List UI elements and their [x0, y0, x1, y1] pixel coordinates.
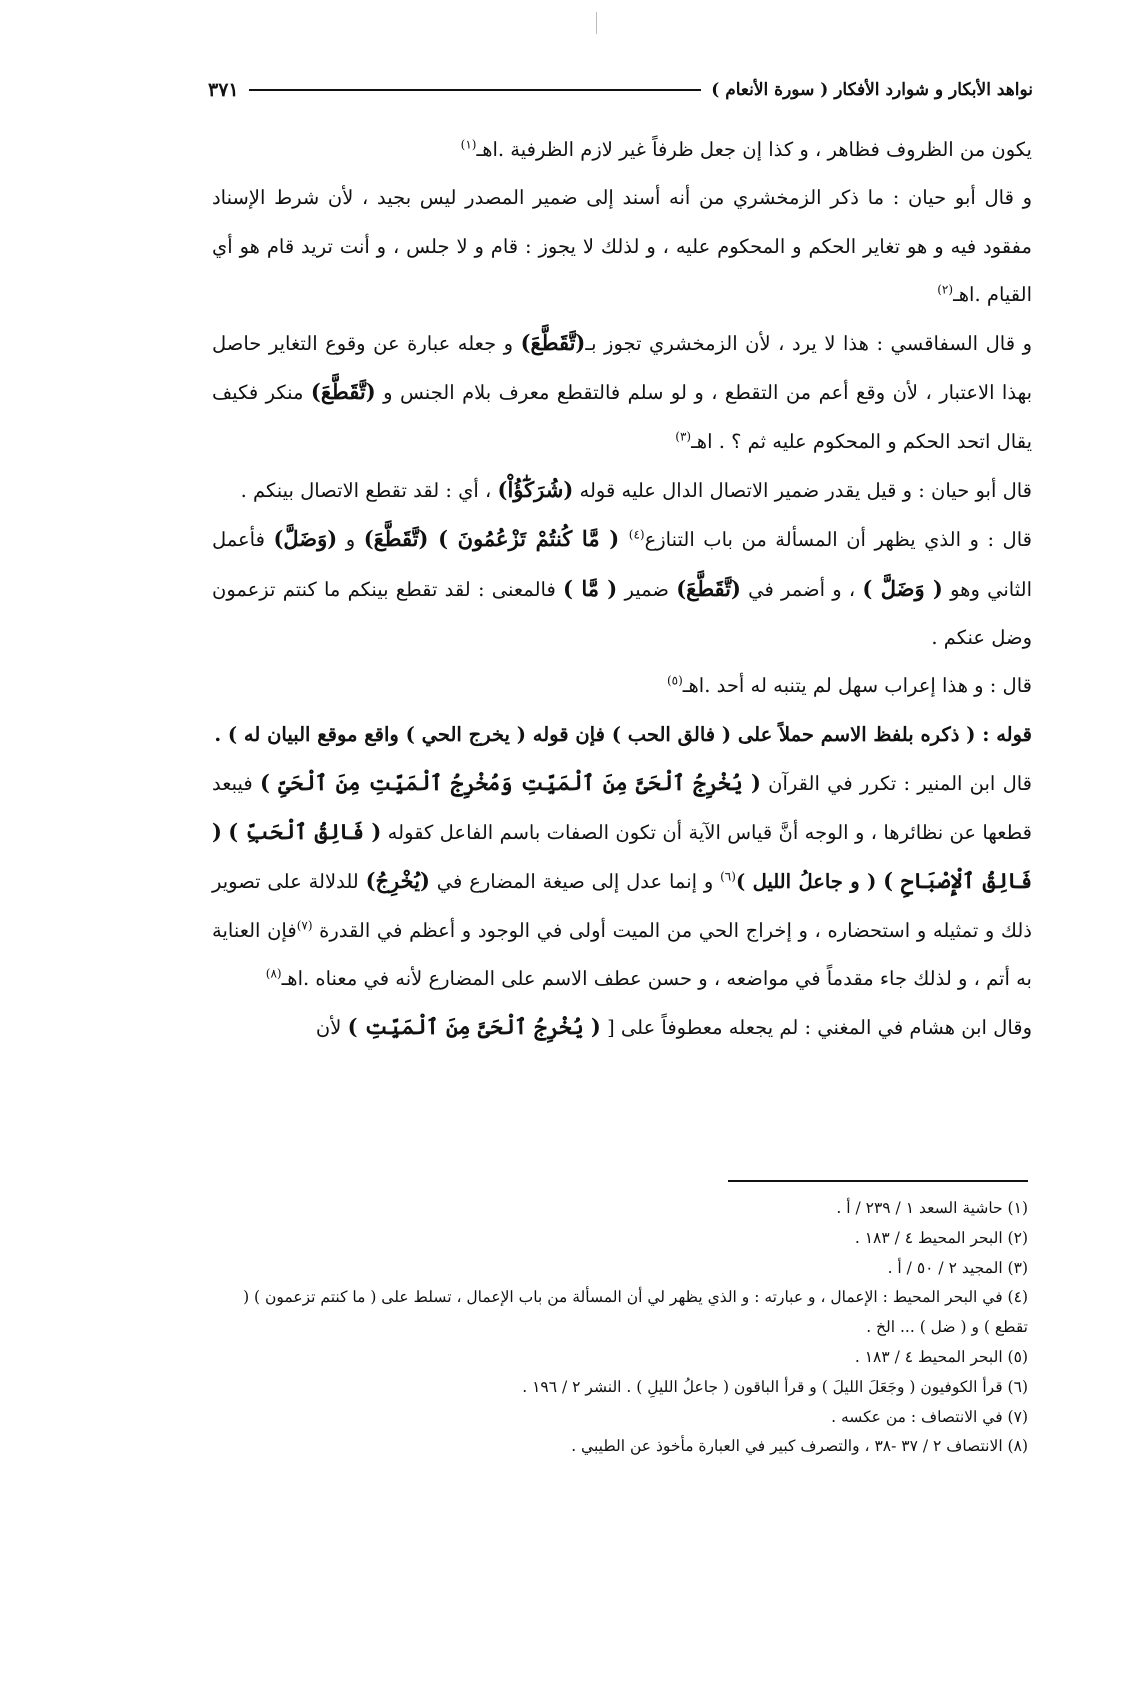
footnote: (٨) الانتصاف ٢ / ٣٧ -٣٨ ، والتصرف كبير في العبارة مأخوذ عن الطيبي . — [571, 1437, 1028, 1456]
paragraph-3: و قال السفاقسي : هذا لا يرد ، لأن الزمخشري تجوز بـ(تَّقَطَّعَ) و جعله عبارة عن وقوع التغاير حاصل بهذا الاعتبار ، لأن وقع أعم من التقطع ، و لو سلم فالتقطع معرف بلام الجنس و (تَّقَطَّعَ) منكر فكيف يقال اتحد الحكم و المحكوم عليه ثم ؟ . اهـ$^{(٣)}$ — [212, 330, 1033, 453]
paragraph-1: يكون من الظروف فظاهر ، و كذا إن جعل ظرفاً غير لازم الظرفية .اهـ$^{(١)}$ — [460, 137, 1032, 161]
quran-quote: ( يُخْرِجُ ٱلْحَىَّ مِنَ ٱلْمَيِّتِ ) — [347, 1014, 601, 1040]
body-text — [212, 126, 1032, 1053]
footnote-ref: (١) — [460, 137, 477, 152]
footnote-ref: (٦) — [720, 869, 736, 884]
header-rule — [249, 89, 702, 91]
footnote: (٣) المجيد ٢ / ٥٠ / أ . — [887, 1258, 1028, 1277]
quran-quote: ( مَّا كُنتُمْ تَزْعُمُونَ ) — [428, 526, 629, 552]
scan-mark — [596, 12, 597, 34]
quran-quote: (وَضَلَّ) — [273, 526, 338, 552]
footnote-divider — [728, 1180, 1028, 1182]
footnotes — [212, 1194, 1028, 1462]
footnote: (٧) في الانتصاف : من عكسه . — [831, 1407, 1028, 1426]
quote: ( و جاعلُ الليل ) — [735, 870, 877, 894]
quran-quote: ( فَالِقُ ٱلْحَبِّ ) — [228, 819, 382, 845]
paragraph-6: قال : و هذا إعراب سهل لم يتنبه له أحد .اهـ$^{(٥)}$ — [666, 673, 1032, 698]
quran-quote: (يُخْرِجُ) — [365, 868, 430, 894]
quran-quote: (تَّقَطَّعَ) — [676, 575, 741, 601]
footnote-ref: (٨) — [265, 966, 282, 981]
footnote-ref: (٧) — [296, 918, 313, 933]
quran-quote: ( مَّا ) — [563, 575, 618, 601]
page-number: ٣٧١ — [208, 79, 239, 101]
paragraph-9: وقال ابن هشام في المغني : لم يجعله معطوفاً على [ ( يُخْرِجُ ٱلْحَىَّ مِنَ ٱلْمَيِّتِ ) لأن — [315, 1014, 1032, 1040]
paragraph-5: قال : و الذي يظهر أن المسألة من باب التنازع$^{(٤)}$ ( مَّا كُنتُمْ تَزْعُمُونَ ) (تَّقَطَّعَ) و (وَضَلَّ) فأعمل الثاني وهو ( وَضَلَّ ) ، و أضمر في (تَّقَطَّعَ) ضمير ( مَّا ) فالمعنى : لقد تقطع بينكم ما كنتم تزعمون وضل عنكم . — [212, 526, 1032, 649]
footnote: (٦) قرأ الكوفيون ( وجَعَلَ الليلَ ) و قرأ الباقون ( جاعلُ الليلِ ) . النشر ٢ / ١٩٦ . — [522, 1377, 1028, 1396]
paragraph-7: قوله : ( ذكره بلفظ الاسم حملاً على ( فالق الحب ) فإن قوله ( يخرج الحي ) واقع موقع البيان له ) . — [214, 722, 1032, 746]
footnote: (١) حاشية السعد ١ / ٢٣٩ / أ . — [836, 1199, 1028, 1217]
quran-quote: (تَّقَطَّعَ) — [520, 330, 586, 356]
quran-quote: ( يُخْرِجُ ٱلْحَىَّ مِنَ ٱلْمَيِّتِ وَمُخْرِجُ ٱلْمَيِّتِ مِنَ ٱلْحَىِّ ) — [259, 769, 761, 795]
paragraph-4: قال أبو حيان : و قيل يقدر ضمير الاتصال الدال عليه قوله (شُرَكَٰٓؤُاْ) ، أي : لقد تقطع الاتصال بينكم . — [240, 477, 1032, 503]
footnote: (٥) البحر المحيط ٤ / ١٨٣ . — [854, 1347, 1028, 1366]
footnote-ref: (٥) — [666, 673, 683, 688]
footnote: (٢) البحر المحيط ٤ / ١٨٣ . — [854, 1228, 1028, 1247]
quran-quote: (تَّقَطَّعَ) — [310, 379, 376, 405]
quran-quote: (شُرَكَٰٓؤُاْ) — [497, 477, 574, 503]
quran-quote: ( وَضَلَّ ) — [862, 575, 943, 601]
footnote: (٤) في البحر المحيط : الإعمال ، و عبارته : و الذي يظهر لي أن المسألة من باب الإعمال ، تسلط على ( ما كنتم تزعمون ) ( تقطع ) و ( ضل ) ... الخ . — [243, 1288, 1028, 1337]
quran-quote: (تَّقَطَّعَ) — [363, 526, 429, 552]
quran-quote: ( فَالِقُ ٱلْإِصْبَاحِ ) — [212, 819, 1033, 894]
running-head: نواهد الأبكار و شوارد الأفكار ( سورة الأنعام ) — [711, 80, 1033, 100]
footnote-ref: (٢) — [937, 282, 954, 297]
footnote-ref: (٤) — [628, 527, 645, 542]
paragraph-8: قال ابن المنير : تكرر في القرآن ( يُخْرِجُ ٱلْحَىَّ مِنَ ٱلْمَيِّتِ وَمُخْرِجُ ٱلْمَيِّتِ مِنَ ٱلْحَىِّ ) فيبعد قطعها عن نظائرها ، و الوجه أنَّ قياس الآية أن تكون الصفات باسم الفاعل كقوله ( فَالِقُ ٱلْحَبِّ ) ( فَالِقُ ٱلْإِصْبَاحِ ) ( و جاعلُ الليل )$^{(٦)}$ و إنما عدل إلى صيغة المضارع في (يُخْرِجُ) للدلالة على تصوير ذلك و تمثيله و استحضاره ، و إخراج الحي من الميت أولى في الوجود و أعظم في القدرة $^{(٧)}$فإن العناية به أتم ، و لذلك جاء مقدماً في مواضعه ، و حسن عطف الاسم على المضارع لأنه في معناه .اهـ$^{(٨)}$ — [212, 769, 1033, 991]
paragraph-2: و قال أبو حيان : ما ذكر الزمخشري من أنه أسند إلى ضمير المصدر ليس بجيد ، لأن شرط الإسناد مفقود فيه و هو تغاير الحكم و المحكوم عليه ، و لذلك لا يجوز : قام و لا جلس ، و أنت تريد قام هو أي القيام .اهـ$^{(٢)}$ — [212, 186, 1032, 306]
footnote-ref: (٣) — [675, 429, 692, 444]
page-header — [208, 70, 1033, 110]
